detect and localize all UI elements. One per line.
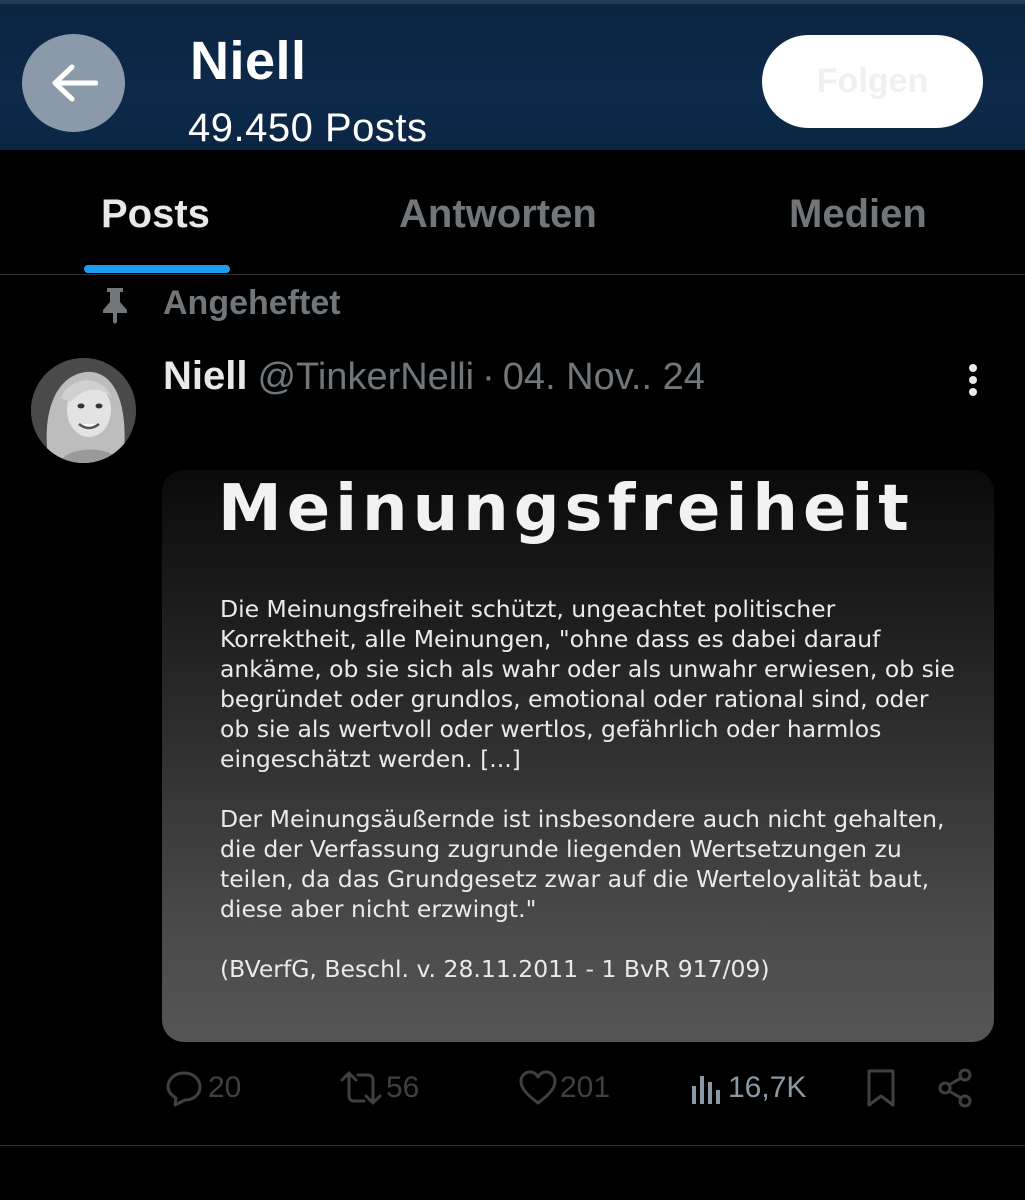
author-handle[interactable]: @TinkerNelli [257, 356, 475, 398]
reply-icon [164, 1068, 204, 1108]
post-count: 49.450 Posts [188, 106, 428, 150]
tab-media[interactable]: Medien [789, 192, 927, 236]
post-date[interactable]: 04. Nov.. 24 [502, 356, 705, 398]
active-tab-indicator [84, 265, 230, 273]
post-image[interactable] [162, 470, 994, 1042]
profile-name: Niell [190, 31, 307, 91]
profile-header [0, 0, 1025, 150]
post-divider [0, 1145, 1025, 1146]
tab-replies[interactable]: Antworten [399, 192, 597, 236]
views-button[interactable] [690, 1068, 806, 1108]
views-chart-icon [690, 1068, 724, 1108]
heart-icon [518, 1068, 558, 1108]
bookmark-button[interactable] [865, 1068, 897, 1108]
pinned-label: Angeheftet [163, 284, 341, 322]
author-name[interactable]: Niell [163, 354, 248, 398]
profile-tabs [0, 150, 1025, 275]
view-count: 16,7K [728, 1071, 807, 1104]
reply-count: 20 [208, 1071, 242, 1104]
back-button[interactable] [22, 34, 125, 132]
tab-posts[interactable]: Posts [101, 192, 210, 236]
post-actions [0, 1060, 1025, 1120]
image-citation: (BVerfG, Beschl. v. 28.11.2011 - 1 BvR 917/09) [220, 955, 770, 983]
separator-dot: · [482, 356, 495, 398]
repost-button[interactable] [338, 1068, 419, 1108]
post-header [163, 354, 705, 404]
pin-icon [100, 286, 130, 324]
like-button[interactable] [518, 1068, 610, 1108]
avatar[interactable] [31, 358, 136, 463]
image-text [220, 594, 960, 1014]
share-icon [937, 1068, 973, 1108]
repost-icon [338, 1068, 384, 1108]
reply-button[interactable] [164, 1068, 241, 1108]
share-button[interactable] [937, 1068, 973, 1108]
like-count: 201 [560, 1071, 611, 1104]
bookmark-icon [865, 1068, 897, 1108]
follow-button[interactable]: Folgen [762, 35, 983, 128]
image-paragraph: Die Meinungsfreiheit schützt, ungeachtet politischer Korrektheit, alle Meinungen, "ohne dass es dabei darauf ankäme, ob sie sich als wahr oder als unwahr erwiesen, ob sie begründet oder grundlos, emotional oder rational sind, oder ob sie als wertvoll oder wertlos, gefährlich oder harmlos eingeschätzt werden. [...] [220, 595, 955, 773]
arrow-left-icon [50, 63, 98, 103]
repost-count: 56 [386, 1071, 420, 1104]
image-title: Meinungsfreiheit [218, 472, 914, 546]
more-options-icon[interactable] [958, 360, 988, 400]
image-paragraph: Der Meinungsäußernde ist insbesondere auch nicht gehalten, die der Verfassung zugrunde liegenden Wertsetzungen zu teilen, da das Grundgesetz zwar auf die Werteloyalität baut, diese aber nicht erzwingt." [220, 805, 945, 923]
